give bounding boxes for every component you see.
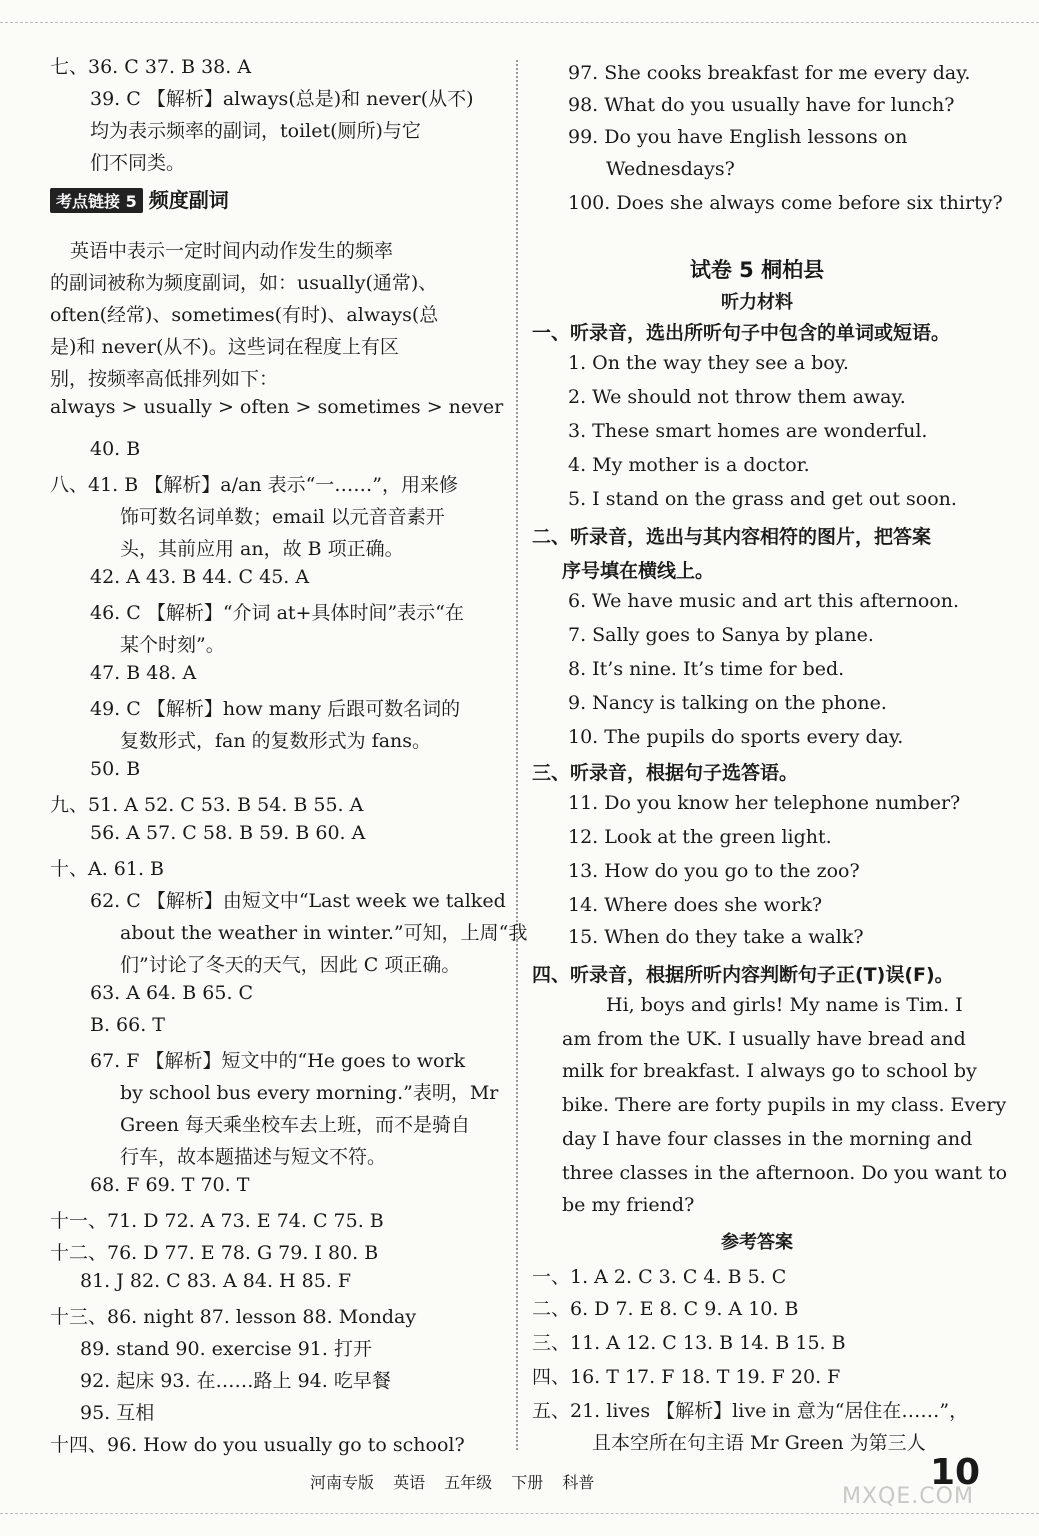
test-title: 试卷 5 桐柏县 bbox=[689, 258, 825, 282]
right-text-line: Hi, boys and girls! My name is Tim. I bbox=[606, 994, 963, 1016]
left-text-line: 饰可数名词单数；email 以元音音素开 bbox=[120, 506, 445, 528]
right-text-line: 一、1. A 2. C 3. C 4. B 5. C bbox=[532, 1266, 787, 1288]
left-text-line: 39. C 【解析】always(总是)和 never(从不) bbox=[90, 88, 474, 110]
left-text-line: always > usually > often > sometimes > never bbox=[50, 396, 504, 418]
column-divider bbox=[516, 60, 518, 1450]
right-text-line: three classes in the afternoon. Do you want to bbox=[562, 1162, 1008, 1184]
right-text-line: 7. Sally goes to Sanya by plane. bbox=[568, 624, 874, 646]
left-text-line: 十、A. 61. B bbox=[50, 858, 165, 880]
left-text-line: 89. stand 90. exercise 91. 打开 bbox=[80, 1338, 372, 1360]
left-text-line: 八、41. B 【解析】a/an 表示“一……”，用来修 bbox=[50, 474, 459, 496]
left-text-line: 40. B bbox=[90, 438, 141, 460]
right-text-line: 100. Does she always come before six thirty? bbox=[568, 192, 1003, 214]
right-text-line: 6. We have music and art this afternoon. bbox=[568, 590, 960, 612]
left-text-line: 十二、76. D 77. E 78. G 79. I 80. B bbox=[50, 1242, 379, 1264]
right-text-line: 9. Nancy is talking on the phone. bbox=[568, 692, 887, 714]
page-bottom-edge bbox=[0, 1513, 1039, 1536]
right-text-line: 99. Do you have English lessons on bbox=[568, 126, 908, 148]
left-text-line: 复数形式，fan 的复数形式为 fans。 bbox=[120, 730, 432, 752]
knowledge-link-heading bbox=[50, 184, 229, 213]
right-text-line: 14. Where does she work? bbox=[568, 894, 823, 916]
right-text-line: 三、听录音，根据句子选答语。 bbox=[532, 762, 799, 784]
right-text-line: 10. The pupils do sports every day. bbox=[568, 726, 904, 748]
right-text-line: day I have four classes in the morning and bbox=[562, 1128, 973, 1150]
knowledge-link-tag: 考点链接 5 bbox=[50, 188, 143, 213]
left-text-line: 50. B bbox=[90, 758, 141, 780]
left-text-line: by school bus every morning.”表明，Mr bbox=[120, 1082, 499, 1104]
right-text-line: 四、听录音，根据所听内容判断句子正(T)误(F)。 bbox=[532, 964, 954, 986]
right-text-line: 2. We should not throw them away. bbox=[568, 386, 906, 408]
left-text-line: 的副词被称为频度副词，如：usually(通常)、 bbox=[50, 272, 438, 294]
left-text-line: 行车，故本题描述与短文不符。 bbox=[120, 1146, 387, 1168]
left-text-line: often(经常)、sometimes(有时)、always(总 bbox=[50, 304, 439, 326]
left-text-line: Green 每天乘坐校车去上班，而不是骑自 bbox=[120, 1114, 471, 1136]
left-text-line: 42. A 43. B 44. C 45. A bbox=[90, 566, 310, 588]
left-text-line: 九、51. A 52. C 53. B 54. B 55. A bbox=[50, 794, 364, 816]
right-text-line: 三、11. A 12. C 13. B 14. B 15. B bbox=[532, 1332, 846, 1354]
right-text-line: 15. When do they take a walk? bbox=[568, 926, 864, 948]
right-text-line: 四、16. T 17. F 18. T 19. F 20. F bbox=[532, 1366, 841, 1388]
left-text-line: 们”讨论了冬天的天气，因此 C 项正确。 bbox=[120, 954, 461, 976]
right-text-line: 序号填在横线上。 bbox=[562, 560, 715, 582]
left-text-line: 95. 互相 bbox=[80, 1402, 155, 1424]
footer-book-info: 河南专版 英语 五年级 下册 科普 bbox=[310, 1473, 595, 1492]
left-text-line: 七、36. C 37. B 38. A bbox=[50, 56, 252, 78]
left-text-line: 十四、96. How do you usually go to school? bbox=[50, 1434, 465, 1456]
left-text-line: 67. F 【解析】短文中的“He goes to work bbox=[90, 1050, 466, 1072]
left-text-line: 头，其前应用 an，故 B 项正确。 bbox=[120, 538, 404, 560]
listening-material-title: 听力材料 bbox=[721, 292, 793, 313]
left-text-line: 十一、71. D 72. A 73. E 74. C 75. B bbox=[50, 1210, 384, 1232]
right-text-line: 五、21. lives 【解析】live in 意为“居住在……”， bbox=[532, 1400, 969, 1422]
knowledge-link-title: 频度副词 bbox=[148, 188, 229, 212]
reference-answers-title: 参考答案 bbox=[721, 1232, 793, 1253]
watermark-logo: MXQE.COM bbox=[842, 1484, 974, 1509]
right-text-line: be my friend? bbox=[562, 1194, 695, 1216]
right-text-line: Wednesdays? bbox=[606, 158, 735, 180]
left-text-line: 62. C 【解析】由短文中“Last week we talked bbox=[90, 890, 506, 912]
left-text-line: about the weather in winter.”可知，上周“我 bbox=[120, 922, 528, 944]
left-text-line: 十三、86. night 87. lesson 88. Monday bbox=[50, 1306, 417, 1328]
left-text-line: 46. C 【解析】“介词 at+具体时间”表示“在 bbox=[90, 602, 464, 624]
left-text-line: 63. A 64. B 65. C bbox=[90, 982, 254, 1004]
left-text-line: 别，按频率高低排列如下： bbox=[50, 368, 279, 390]
left-text-line: 均为表示频率的副词，toilet(厕所)与它 bbox=[90, 120, 421, 142]
right-text-line: 3. These smart homes are wonderful. bbox=[568, 420, 928, 442]
right-text-line: 98. What do you usually have for lunch? bbox=[568, 94, 955, 116]
right-text-line: milk for breakfast. I always go to school by bbox=[562, 1060, 977, 1082]
left-text-line: 92. 起床 93. 在……路上 94. 吃早餐 bbox=[80, 1370, 391, 1392]
right-text-line: 13. How do you go to the zoo? bbox=[568, 860, 860, 882]
left-text-line: 81. J 82. C 83. A 84. H 85. F bbox=[80, 1270, 352, 1292]
left-text-line: 47. B 48. A bbox=[90, 662, 197, 684]
right-text-line: 且本空所在句主语 Mr Green 为第三人 bbox=[592, 1432, 926, 1454]
left-text-line: 56. A 57. C 58. B 59. B 60. A bbox=[90, 822, 366, 844]
left-text-line: 英语中表示一定时间内动作发生的频率 bbox=[70, 240, 394, 262]
right-text-line: bike. There are forty pupils in my class. Every bbox=[562, 1094, 1007, 1116]
left-text-line: 68. F 69. T 70. T bbox=[90, 1174, 250, 1196]
right-text-line: 97. She cooks breakfast for me every day. bbox=[568, 62, 971, 84]
page-number: 10 bbox=[930, 1452, 981, 1493]
right-text-line: 二、听录音，选出与其内容相符的图片，把答案 bbox=[532, 526, 932, 548]
right-text-line: 1. On the way they see a boy. bbox=[568, 352, 849, 374]
right-text-line: 一、听录音，选出所听句子中包含的单词或短语。 bbox=[532, 322, 951, 344]
right-text-line: 8. It’s nine. It’s time for bed. bbox=[568, 658, 845, 680]
right-text-line: am from the UK. I usually have bread and bbox=[562, 1028, 966, 1050]
left-text-line: 们不同类。 bbox=[90, 152, 186, 174]
left-text-line: 是)和 never(从不)。这些词在程度上有区 bbox=[50, 336, 399, 358]
left-text-line: 49. C 【解析】how many 后跟可数名词的 bbox=[90, 698, 461, 720]
page-top-edge bbox=[0, 0, 1039, 23]
right-text-line: 11. Do you know her telephone number? bbox=[568, 792, 961, 814]
left-text-line: 某个时刻”。 bbox=[120, 634, 225, 656]
right-text-line: 12. Look at the green light. bbox=[568, 826, 832, 848]
right-text-line: 4. My mother is a doctor. bbox=[568, 454, 810, 476]
right-text-line: 二、6. D 7. E 8. C 9. A 10. B bbox=[532, 1298, 799, 1320]
right-text-line: 5. I stand on the grass and get out soon. bbox=[568, 488, 957, 510]
left-text-line: B. 66. T bbox=[90, 1014, 165, 1036]
